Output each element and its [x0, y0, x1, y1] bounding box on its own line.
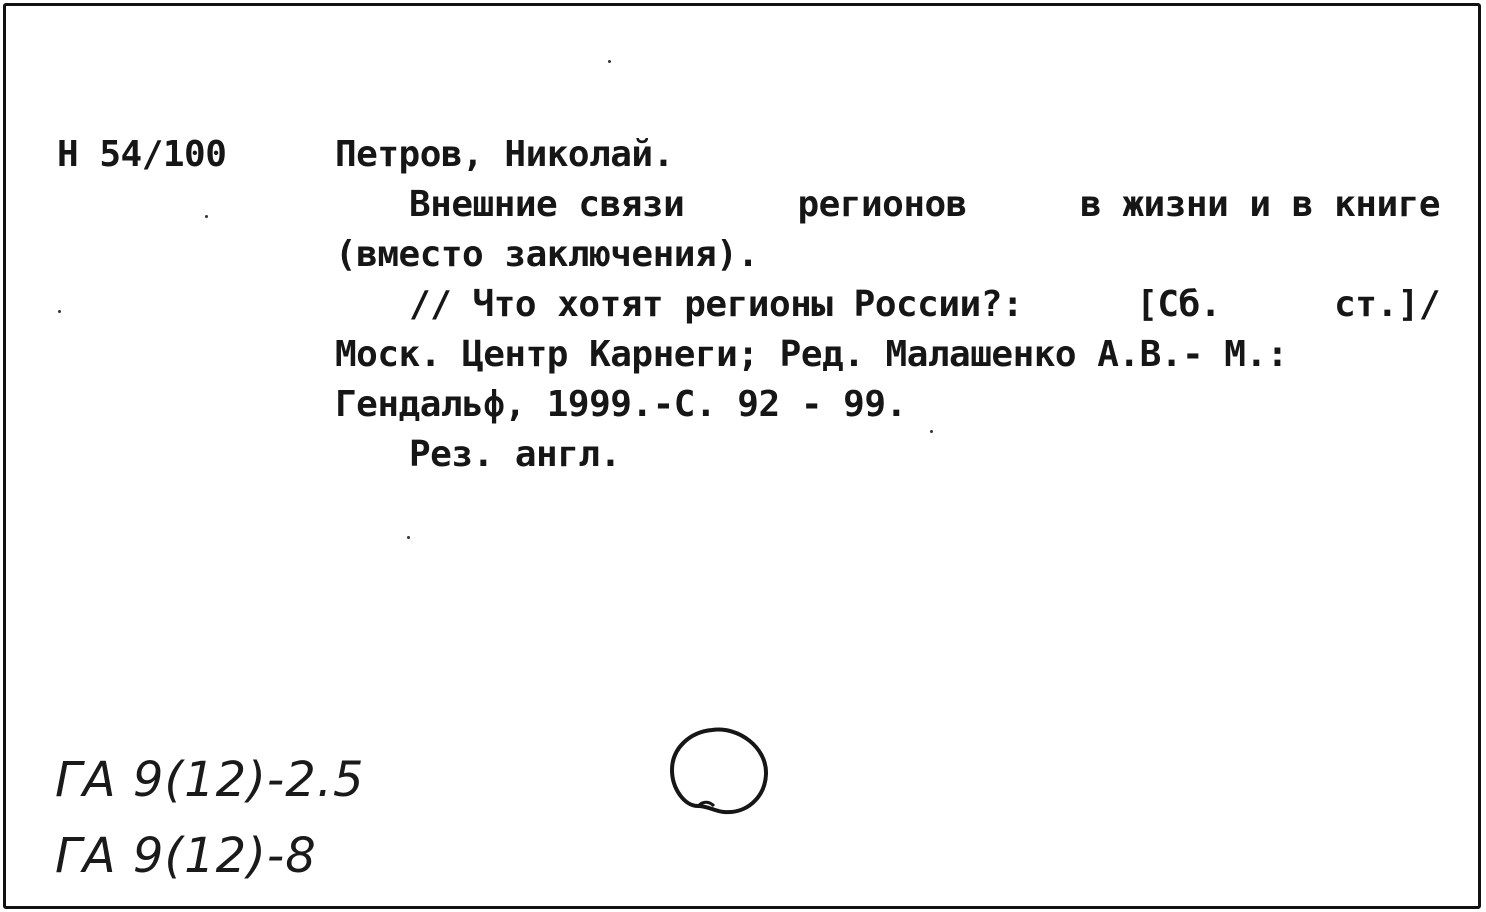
source-line-2: Моск. Центр Карнеги; Ред. Малашенко А.В.- М.: [335, 334, 1288, 375]
scan-speck [608, 60, 611, 63]
title-word-group-1: Внешние связи [409, 184, 685, 225]
author-line: Петров, Николай. [335, 134, 674, 175]
title-line-1 [335, 180, 1440, 230]
bibliographic-entry [335, 130, 1440, 480]
title-line-2: (вместо заключения). [335, 234, 759, 275]
scan-speck [407, 536, 410, 539]
scan-speck [930, 430, 933, 433]
title-word-group-3: в жизни и в книге [1080, 184, 1440, 225]
scan-speck [58, 310, 61, 313]
source-word-group-1: // Что хотят регионы России?: [409, 284, 1024, 325]
source-word-group-2: [Сб. [1136, 284, 1221, 325]
punch-hole-icon [664, 718, 774, 828]
summary-note: Рез. англ. [409, 434, 621, 475]
handwritten-classification-1: ГА 9(12)-2.5 [55, 752, 365, 808]
title-word-group-2: регионов [797, 184, 967, 225]
source-line-1 [335, 280, 1440, 330]
call-number: Н 54/100 [57, 134, 227, 175]
handwritten-classification-2: ГА 9(12)-8 [55, 828, 317, 884]
source-line-3: Гендальф, 1999.-С. 92 - 99. [335, 384, 907, 425]
source-word-group-3: ст.]/ [1334, 284, 1440, 325]
scan-speck [205, 215, 208, 218]
